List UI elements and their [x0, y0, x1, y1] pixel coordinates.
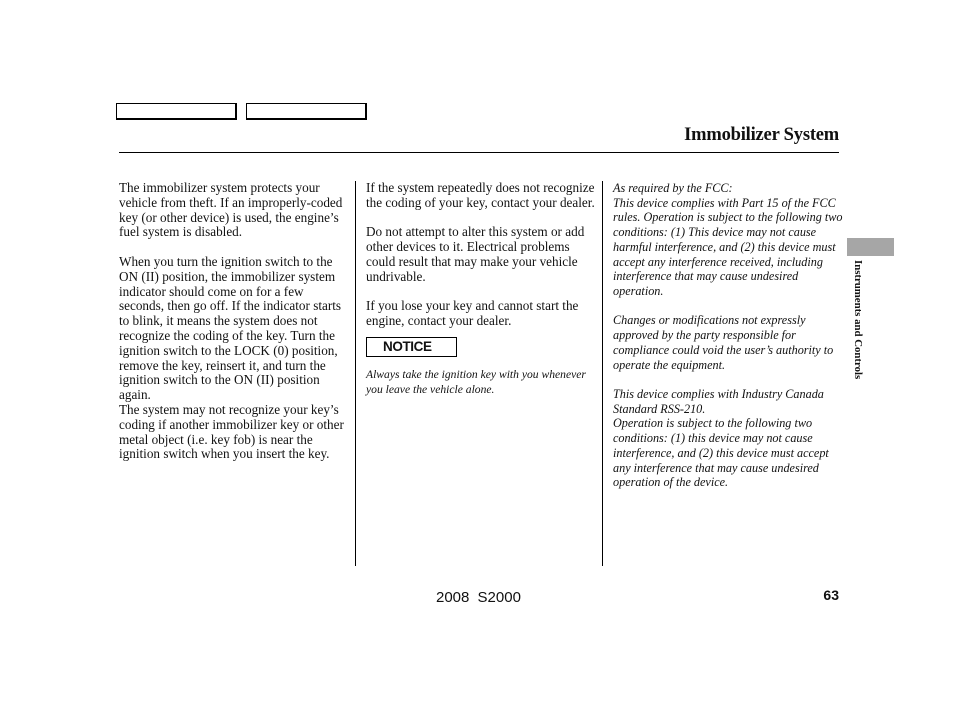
page-number: 63	[823, 587, 839, 603]
paragraph: This device complies with Industry Canada Standard RSS-210.	[613, 387, 824, 416]
paragraph: As required by the FCC:	[613, 181, 733, 195]
notice-text: Always take the ignition key with you whenever you leave the vehicle alone.	[366, 367, 586, 396]
section-tab-label: Instruments and Controls	[852, 260, 864, 380]
nav-button-previous[interactable]	[116, 103, 237, 120]
paragraph: This device complies with Part 15 of the FCC rules. Operation is subject to the following two conditions: (1) This device may not cause harmful interference, and (2) this device must accept any interference received, including interference that may cause undesired operation.	[613, 195, 843, 298]
paragraph: Do not attempt to alter this system or add other devices to it. Electrical problems could result that may make your vehicle undrivable.	[366, 224, 585, 284]
column-right	[613, 181, 845, 490]
section-tab[interactable]	[847, 238, 894, 256]
paragraph: Operation is subject to the following two conditions: (1) this device may not cause interference, and (2) this device must accept any interference that may cause undesired operation of the device.	[613, 416, 829, 490]
paragraph: Changes or modifications not expressly approved by the party responsible for compliance could void the user’s authority to operate the equipment.	[613, 313, 834, 372]
paragraph: If the system repeatedly does not recognize the coding of your key, contact your dealer.	[366, 180, 595, 210]
nav-button-next[interactable]	[246, 103, 367, 120]
column-divider	[355, 181, 356, 566]
paragraph: The immobilizer system protects your vehicle from theft. If an improperly-coded key (or other device) is used, the engine’s fuel system is disabled.	[119, 180, 343, 240]
notice-label: NOTICE	[366, 337, 457, 357]
header-divider	[119, 152, 839, 153]
page-title: Immobilizer System	[684, 125, 839, 145]
column-middle	[366, 181, 596, 397]
paragraph: The system may not recognize your key’s coding if another immobilizer key or other metal object (i.e. key fob) is near the ignition switch when you insert the key.	[119, 401, 344, 462]
column-left	[119, 181, 347, 462]
column-divider	[602, 181, 603, 566]
paragraph: If you lose your key and cannot start the engine, contact your dealer.	[366, 298, 579, 329]
paragraph: When you turn the ignition switch to the ON (II) position, the immobilizer system indicator should come on for a few seconds, then go off. If the indicator starts to blink, it means the system does not recognize the coding of the key. Turn the ignition switch to the LOCK (0) position, remove the key, reinsert it, and turn the ignition switch to the ON (II) position again.	[119, 253, 342, 403]
footer-model: 2008 S2000	[436, 589, 521, 606]
